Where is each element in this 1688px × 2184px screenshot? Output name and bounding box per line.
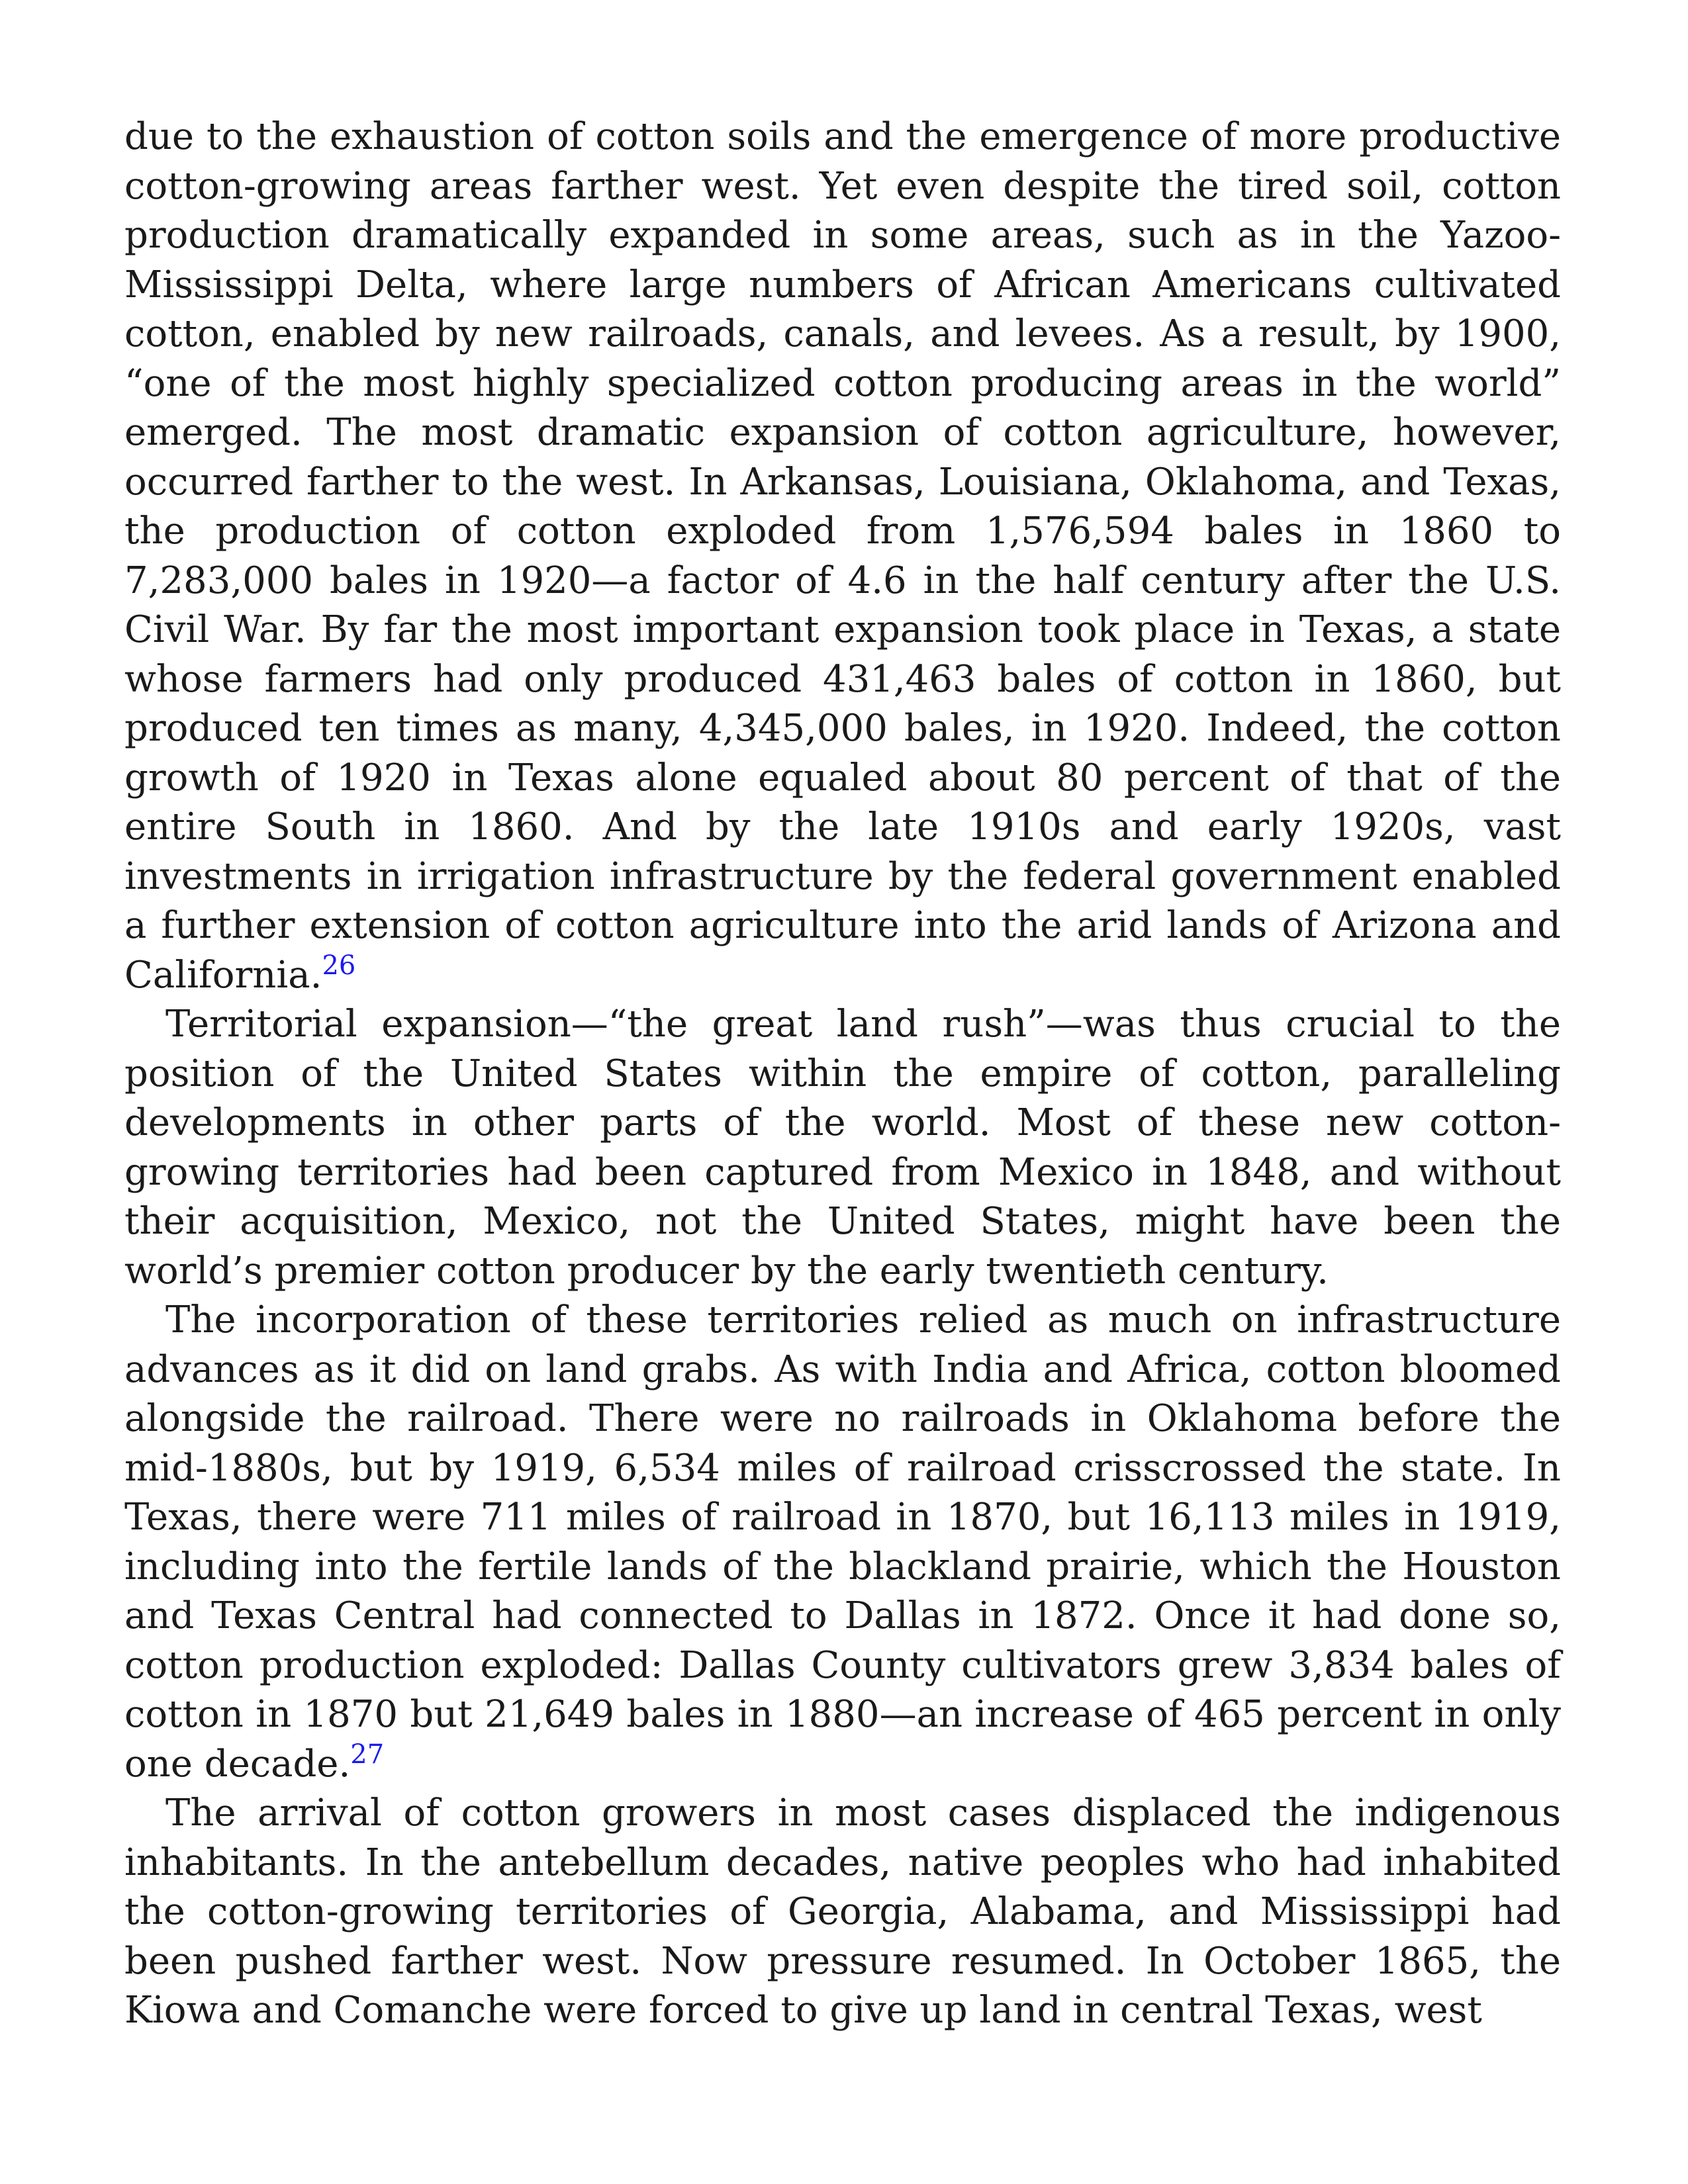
paragraph-text: The arrival of cotton growers in most cases displaced the indigenous inhabitants. In the antebellum decades, native peoples who had inhabited the cotton-growing territories of Georgia, Alabama, and Mississippi had been pushed farther west. Now pressure resumed. In October 1865, the Kiowa and Comanche were forced to give up land in central Texas, west — [124, 1792, 1561, 2032]
book-page — [124, 113, 1561, 2036]
paragraph-1 — [124, 113, 1561, 1000]
footnote-link-27[interactable]: 27 — [350, 1739, 385, 1770]
paragraph-2 — [124, 1000, 1561, 1296]
paragraph-3 — [124, 1296, 1561, 1789]
footnote-link-26[interactable]: 26 — [322, 950, 356, 981]
paragraph-text: due to the exhaustion of cotton soils and the emergence of more productive cotton-growing areas farther west. Yet even despite the tired soil, cotton production dramatically expanded in some areas, such as in the Yazoo-Mississippi Delta, where large numbers of African Americans cultivated cotton, enabled by new railroads, canals, and levees. As a result, by 1900, “one of the most highly specialized cotton producing areas in the world” emerged. The most dramatic expansion of cotton agriculture, however, occurred farther to the west. In Arkansas, Louisiana, Oklahoma, and Texas, the production of cotton exploded from 1,576,594 bales in 1860 to 7,283,000 bales in 1920—a factor of 4.6 in the half century after the U.S. Civil War. By far the most important expansion took place in Texas, a state whose farmers had only produced 431,463 bales of cotton in 1860, but produced ten times as many, 4,345,000 bales, in 1920. Indeed, the cotton growth of 1920 in Texas alone equaled about 80 percent of that of the entire South in 1860. And by the late 1910s and early 1920s, vast investments in irrigation infrastructure by the federal government enabled a further extension of cotton agriculture into the arid lands of Arizona and California. — [124, 115, 1561, 997]
paragraph-4 — [124, 1789, 1561, 2036]
paragraph-text: Territorial expansion—“the great land rush”—was thus crucial to the position of the United States within the empire of cotton, paralleling developments in other parts of the world. Most of these new cotton-growing territories had been captured from Mexico in 1848, and without their acquisition, Mexico, not the United States, might have been the world’s premier cotton producer by the early twentieth century. — [124, 1003, 1561, 1293]
paragraph-text: The incorporation of these territories relied as much on infrastructure advances as it did on land grabs. As with India and Africa, cotton bloomed alongside the railroad. There were no railroads in Oklahoma before the mid-1880s, but by 1919, 6,534 miles of railroad crisscrossed the state. In Texas, there were 711 miles of railroad in 1870, but 16,113 miles in 1919, including into the fertile lands of the blackland prairie, which the Houston and Texas Central had connected to Dallas in 1872. Once it had done so, cotton production exploded: Dallas County cultivators grew 3,834 bales of cotton in 1870 but 21,649 bales in 1880—an increase of 465 percent in only one decade. — [124, 1298, 1561, 1786]
